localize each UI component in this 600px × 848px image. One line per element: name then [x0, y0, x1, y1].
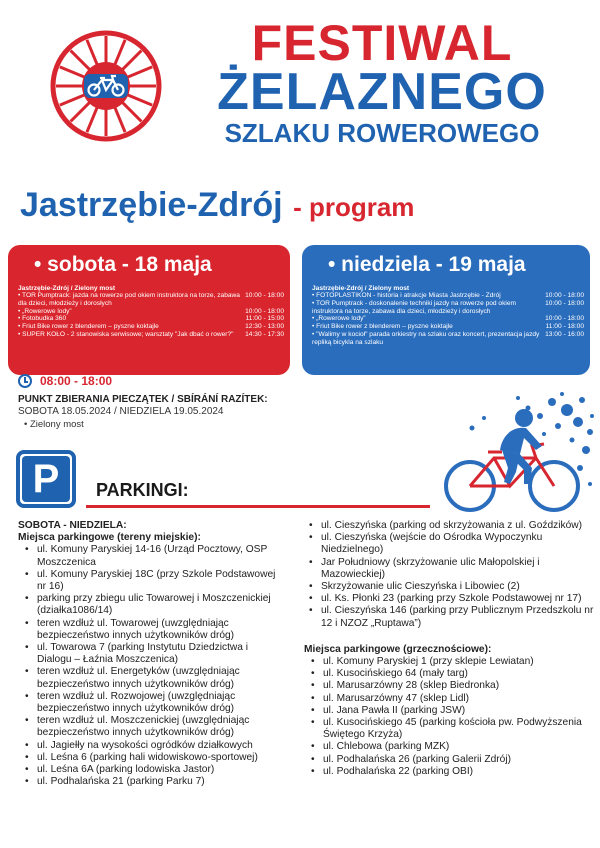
list-item: • ul. Kusocińskiego 64 (mały targ): [304, 668, 594, 680]
title-line-2: ŻELAZNEGO: [217, 63, 547, 121]
list-item: • parking przy zbiegu ulic Towarowej i Moszczenickiej (działka1086/14): [18, 593, 280, 617]
list-item: • teren wzdłuż ul. Energetyków (uwzględniając bezpieczeństwo innych użytkowników dróg): [18, 666, 280, 690]
stamp-place-label: Zielony most: [29, 419, 84, 430]
event-time: 10:00 - 18:00: [545, 292, 584, 299]
cyclist-illustration-icon: [432, 388, 597, 518]
stamp-dates: SOBOTA 18.05.2024 / NIEDZIELA 19.05.2024: [18, 406, 224, 417]
parking-column-right: [304, 520, 594, 778]
list-item: • ul. Cieszyńska (wejście do Ośrodka Wypoczynku Niedzielnego): [304, 532, 594, 556]
title-line-3: SZLAKU ROWEROWEGO: [224, 118, 540, 148]
parking-days-heading: SOBOTA - NIEDZIELA:: [18, 520, 127, 531]
event-name: • Friut Bike rower z blenderem – pyszne koktajle: [18, 323, 241, 331]
stamp-hours: 08:00 - 18:00: [40, 374, 113, 388]
event-name: • SUPER KOŁO - 2 stanowiska serwisowe; warsztaty "Jak dbać o rower?": [18, 331, 241, 339]
saturday-heading: • sobota - 18 maja: [34, 253, 212, 276]
sunday-event: [302, 315, 590, 323]
clock-icon: [18, 374, 32, 388]
list-item: • Jar Południowy (skrzyżowanie ulic Małopolskiej i Mazowieckiej): [304, 557, 594, 581]
saturday-event: [8, 331, 290, 339]
list-item: • teren wzdłuż ul. Rozwojowej (uwzględniając bezpieczeństwo innych użytkowników dróg): [18, 691, 280, 715]
event-time: 10:00 - 18:00: [245, 292, 284, 299]
list-item: • ul. Podhalańska 21 (parking Parku 7): [18, 776, 280, 788]
event-time: 11:00 - 18:00: [545, 323, 584, 331]
list-item: • ul. Komuny Paryskiej 1 (przy sklepie Lewiatan): [304, 656, 594, 668]
list-item: • ul. Marusarzówny 28 (sklep Biedronka): [304, 680, 594, 692]
parking-free-list-continued: [304, 520, 594, 630]
event-time: 14:30 - 17:30: [245, 330, 284, 338]
list-item: • ul. Leśna 6A (parking lodowiska Jastor): [18, 764, 280, 776]
event-name: • TOR Pumptrack - doskonalenie techniki jazdy na rowerze pod okiem instruktora na torze, zabawa dla dzieci, młodzieży i dorosłych: [312, 300, 541, 316]
list-item: • ul. Towarowa 7 (parking Instytutu Dziedzictwa i Dialogu – Łaźnia Moszczenica): [18, 642, 280, 666]
event-time: 11:00 - 15:00: [245, 315, 284, 323]
event-name: • FOTOPLASTIKON - historia i atrakcje Miasta Jastrzębie - Zdrój: [312, 292, 541, 300]
saturday-event: [8, 315, 290, 323]
list-item: • Skrzyżowanie ulic Cieszyńska i Libowiec (2): [304, 581, 594, 593]
stamp-point-title: PUNKT ZBIERANIA PIECZĄTEK / SBÍRÁNÍ RAZÍTEK:: [18, 394, 268, 405]
sunday-heading: • niedziela - 19 maja: [328, 253, 526, 276]
event-time: 10:00 - 18:00: [545, 299, 584, 307]
list-item: • ul. Kusocińskiego 45 (parking kościoła pw. Podwyższenia Świętego Krzyża): [304, 717, 594, 741]
list-item: • ul. Leśna 6 (parking hali widowiskowo-sportowej): [18, 752, 280, 764]
list-item: • teren wzdłuż ul. Towarowej (uwzględniając bezpieczeństwo innych użytkowników dróg): [18, 618, 280, 642]
parking-free-heading: Miejsca parkingowe (tereny miejskie):: [18, 532, 201, 544]
parking-sign-letter: P: [22, 456, 70, 502]
list-item: • ul. Cieszyńska 146 (parking przy Publicznym Przedszkolu nr 12 i NZOZ „Ruptawa”): [304, 605, 594, 629]
parking-free-list: [18, 544, 280, 788]
event-name: • Friut Bike rower z blenderem – pyszne koktajle: [312, 323, 542, 331]
list-item: • ul. Marusarzówny 47 (sklep Lidl): [304, 693, 594, 705]
list-item: • ul. Cieszyńska (parking od skrzyżowania z ul. Goździków): [304, 520, 594, 532]
list-item: • ul. Ks. Płonki 23 (parking przy Szkole Podstawowej nr 17): [304, 593, 594, 605]
event-time: 10:00 - 18:00: [245, 307, 284, 315]
event-time: 13:00 - 16:00: [545, 330, 584, 338]
sunday-event: [302, 331, 590, 347]
event-time: 10:00 - 18:00: [545, 315, 584, 323]
parking-courtesy-heading: Miejsca parkingowe (grzecznościowe):: [304, 643, 492, 655]
program-label: - program: [293, 192, 415, 222]
list-item: • ul. Jana Pawła II (parking JSW): [304, 705, 594, 717]
list-item: • ul. Podhalańska 22 (parking OBI): [304, 766, 594, 778]
sunday-event: [302, 323, 590, 331]
parking-column-left: [18, 520, 280, 788]
stamp-place: • Zielony most: [24, 419, 84, 430]
city-heading: [20, 186, 590, 225]
saturday-event: [8, 308, 290, 316]
list-item: • ul. Komuny Paryskiej 14-16 (Urząd Pocztowy, OSP Moszczenica: [18, 544, 280, 568]
saturday-location: Jastrzębie-Zdrój / Zielony most: [18, 285, 116, 292]
list-item: • ul. Jagiełły na wysokości ogródków działkowych: [18, 740, 280, 752]
saturday-program-box: [8, 245, 290, 375]
list-item: • ul. Komuny Paryskiej 18C (przy Szkole Podstawowej nr 16): [18, 569, 280, 593]
saturday-event: [8, 323, 290, 331]
event-name: • Fotobudka 360: [18, 315, 242, 323]
event-name: • "Walimy w kocioł" parada orkiestry na szlaku oraz koncert, prezentacja jazdy repliką bicykla na szlaku: [312, 331, 541, 347]
event-name: • „Rowerowe lody”: [312, 315, 541, 323]
parking-sign-icon: [16, 450, 76, 508]
list-item: • ul. Podhalańska 26 (parking Galerii Zdrój): [304, 754, 594, 766]
sunday-location: Jastrzębie-Zdrój / Zielony most: [312, 285, 410, 292]
event-name: • TOR Pumptrack: jazda na rowerze pod okiem instruktora na torze, zabawa dla dzieci, młodzieży i dorosłych: [18, 292, 241, 308]
sunday-program-box: [302, 245, 590, 375]
bicycle-wheel-logo-icon: [50, 30, 162, 142]
list-item: • ul. Chlebowa (parking MZK): [304, 741, 594, 753]
festival-title: [172, 15, 592, 148]
title-line-1: FESTIWAL: [251, 15, 513, 71]
list-item: • teren wzdłuż ul. Moszczenickiej (uwzględniając bezpieczeństwo innych użytkowników dróg): [18, 715, 280, 739]
event-time: 12:30 - 13:00: [245, 323, 284, 331]
saturday-event: [8, 292, 290, 308]
sunday-event: [302, 292, 590, 300]
event-name: • „Rowerowe lody”: [18, 308, 241, 316]
sunday-event: [302, 300, 590, 316]
city-name: Jastrzębie-Zdrój: [20, 186, 283, 224]
parking-title: PARKINGI:: [96, 480, 189, 500]
parking-courtesy-list: [304, 656, 594, 778]
parking-divider: [86, 505, 430, 508]
